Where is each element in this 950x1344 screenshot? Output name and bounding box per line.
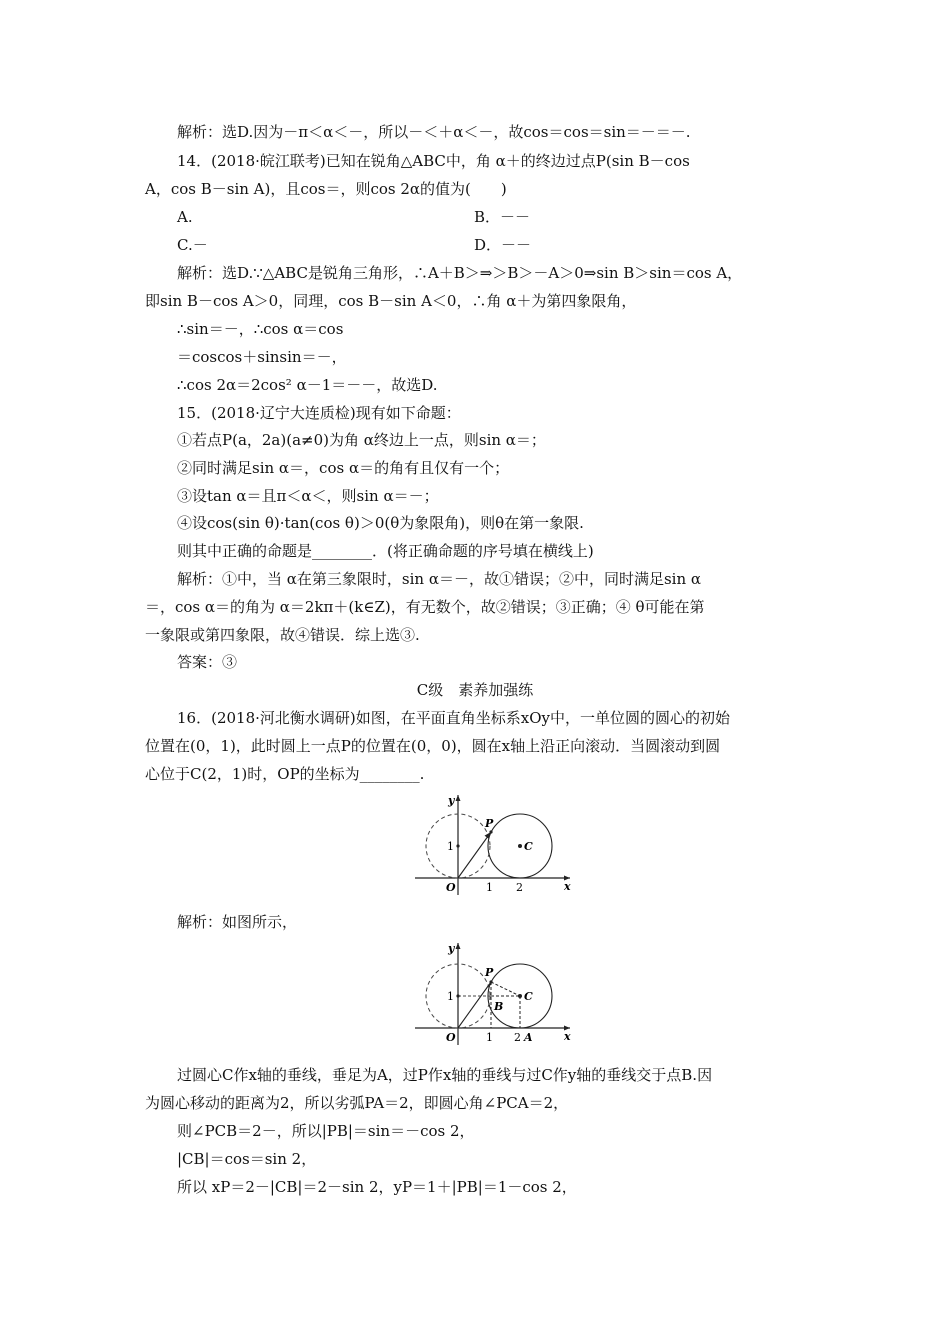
point-c-label: C — [524, 840, 533, 853]
text-line: 解析：如图所示， — [177, 913, 298, 931]
text-line: 则其中正确的命题是________．(将正确命题的序号填在横线上) — [177, 542, 594, 560]
x-tick-1: 1 — [486, 1031, 493, 1044]
proposition-2: ②同时满足sin α＝，cos α＝的角有且仅有一个； — [177, 459, 510, 477]
text-line: 为圆心移动的距离为2，所以劣弧PA＝2，即圆心角∠PCA＝2， — [145, 1094, 569, 1112]
point-b-label: B — [494, 1000, 504, 1013]
point-a-label: A — [524, 1031, 533, 1044]
text-line: 位置在(0，1)，此时圆上一点P的位置在(0，0)，圆在x轴上沿正向滚动．当圆滚动到圆 — [145, 737, 721, 755]
answer-line: 答案：③ — [177, 653, 238, 671]
x-tick-2: 2 — [516, 881, 523, 894]
text-line: 即sin B－cos A＞0，同理，cos B－sin A＜0，∴角 α＋为第四象限角， — [145, 292, 637, 310]
text-line: 解析：选D.∵△ABC是锐角三角形，∴A＋B＞⇒＞B＞－A＞0⇒sin B＞sin＝cos A， — [177, 264, 743, 282]
text-line: ＝，cos α＝的角为 α＝2kπ＋(k∈Z)，有无数个，故②错误；③正确；④ θ可能在第 — [145, 598, 705, 616]
section-heading: C级 素养加强练 — [416, 681, 534, 699]
option-d: D．－－ — [474, 236, 532, 254]
solution-figure — [410, 938, 580, 1050]
text-line: A，cos B－sin A)，且cos＝，则cos 2α的值为( ) — [145, 180, 507, 198]
y-tick-1: 1 — [447, 990, 454, 1003]
proposition-4: ④设cos(sin θ)·tan(cos θ)＞0(θ为象限角)，则θ在第一象限. — [177, 514, 584, 532]
y-tick-1: 1 — [447, 840, 454, 853]
text-line: ∴cos 2α＝2cos² α－1＝－－，故选D. — [177, 376, 438, 394]
text-line: 所以 xP＝2－|CB|＝2－sin 2，yP＝1＋|PB|＝1－cos 2， — [177, 1178, 577, 1196]
point-p-label: P — [485, 817, 494, 830]
option-c: C.－ — [177, 236, 208, 254]
point-c-label: C — [524, 990, 533, 1003]
rolling-circle-figure — [410, 790, 580, 900]
point-p-label: P — [485, 966, 494, 979]
question-14-stem: 14．(2018·皖江联考)已知在锐角△ABC中，角 α＋的终边过点P(sin B－cos — [177, 152, 690, 170]
text-line: 心位于C(2，1)时，OP的坐标为________. — [145, 765, 425, 783]
x-tick-1: 1 — [486, 881, 493, 894]
proposition-3: ③设tan α＝且π＜α＜，则sin α＝－； — [177, 487, 439, 505]
text-line: ∴sin＝－，∴cos α＝cos — [177, 320, 344, 338]
option-a: A. — [177, 208, 193, 226]
proposition-1: ①若点P(a，2a)(a≠0)为角 α终边上一点，则sin α＝； — [177, 431, 546, 449]
text-line: 一象限或第四象限，故④错误．综上选③. — [145, 626, 420, 644]
text-line: 则∠PCB＝2－，所以|PB|＝sin＝－cos 2， — [177, 1122, 475, 1140]
text-line: 解析：选D.因为－π＜α＜－，所以－＜＋α＜－，故cos＝cos＝sin＝－＝－. — [177, 123, 691, 141]
text-line: 解析：①中，当 α在第三象限时，sin α＝－，故①错误；②中，同时满足sin α — [177, 570, 702, 588]
text-line: |CB|＝cos＝sin 2， — [177, 1150, 317, 1168]
x-axis-label: x — [564, 880, 571, 893]
text-line: ＝coscos＋sinsin＝－， — [177, 348, 347, 366]
origin-label: O — [446, 881, 456, 894]
x-tick-2: 2 — [514, 1031, 521, 1044]
text-line: 过圆心C作x轴的垂线，垂足为A，过P作x轴的垂线与过C作y轴的垂线交于点B.因 — [177, 1066, 713, 1084]
origin-label: O — [446, 1031, 456, 1044]
option-b: B．－－ — [474, 208, 531, 226]
question-16-stem: 16．(2018·河北衡水调研)如图，在平面直角坐标系xOy中，一单位圆的圆心的初始 — [177, 709, 730, 727]
x-axis-label: x — [564, 1030, 571, 1043]
y-axis-label: y — [448, 794, 455, 807]
y-axis-label: y — [448, 942, 455, 955]
question-15-stem: 15．(2018·辽宁大连质检)现有如下命题： — [177, 404, 461, 422]
